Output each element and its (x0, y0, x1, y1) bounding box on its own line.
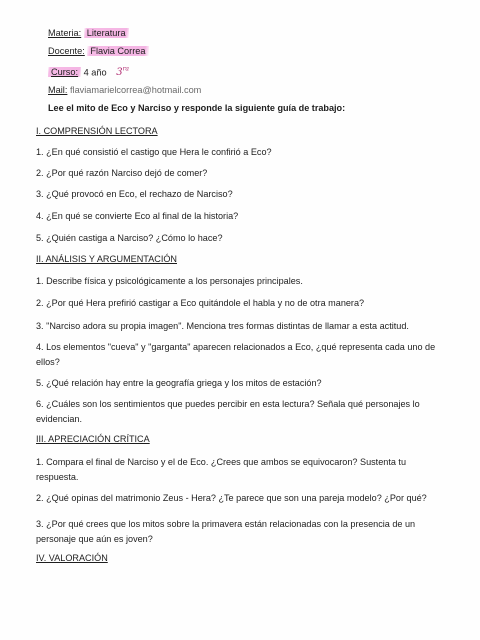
s2-question-1: 1. Describe física y psicológicamente a los personajes principales. (36, 276, 303, 286)
section-2-title: II. ANÁLISIS Y ARGUMENTACIÓN (36, 254, 177, 264)
curso-label: Curso: (48, 67, 81, 77)
curso-handwritten: $3^{ra}$ (116, 66, 130, 79)
s1-question-5: 5. ¿Quién castiga a Narciso? ¿Cómo lo hace? (36, 233, 223, 243)
s1-question-3: 3. ¿Qué provocó en Eco, el rechazo de Narciso? (36, 189, 233, 199)
mail-label: Mail: (48, 85, 68, 95)
mail-value: flaviamarielcorrea@hotmail.com (69, 85, 202, 95)
s2-question-5: 5. ¿Qué relación hay entre la geografía griega y los mitos de estación? (36, 378, 322, 388)
curso-line (48, 64, 129, 79)
s2-question-3: 3. "Narciso adora su propia imagen". Menciona tres formas distintas de llamar a esta actitud. (36, 321, 409, 331)
instructions: Lee el mito de Eco y Narciso y responde la siguiente guía de trabajo: (48, 103, 346, 113)
materia-value: Literatura (84, 28, 129, 38)
s2-question-4: 4. Los elementos "cueva" y "garganta" aparecen relacionados a Eco, ¿qué representa cada uno de ellos? (36, 342, 436, 367)
s1-question-4: 4. ¿En qué se convierte Eco al final de la historia? (36, 211, 239, 221)
curso-value: 4 año (83, 67, 107, 78)
materia-line (48, 27, 129, 39)
s3-question-3: 3. ¿Por qué crees que los mitos sobre la primavera están relacionadas con la presencia de un personaje que aún es joven? (36, 519, 416, 544)
docente-label: Docente: (48, 46, 85, 56)
s1-question-2: 2. ¿Por qué razón Narciso dejó de comer? (36, 168, 208, 178)
s2-question-6: 6. ¿Cuáles son los sentimientos que puedes percibir en esta lectura? Señala qué personajes lo evidencian. (36, 399, 420, 424)
materia-label: Materia: (48, 28, 82, 38)
s1-question-1: 1. ¿En qué consistió el castigo que Hera le confirió a Eco? (36, 147, 272, 157)
s3-question-2: 2. ¿Qué opinas del matrimonio Zeus - Hera? ¿Te parece que son una pareja modelo? ¿Por qué? (36, 493, 427, 503)
s3-question-1: 1. Compara el final de Narciso y el de Eco. ¿Crees que ambos se equivocaron? Sustenta tu respuesta. (36, 457, 407, 482)
section-3-title: III. APRECIACIÓN CRÍTICA (36, 434, 150, 444)
section-1-title: I. COMPRENSIÓN LECTORA (36, 126, 158, 136)
docente-line (48, 45, 149, 57)
docente-value: Flavia Correa (87, 46, 148, 56)
section-4-title: IV. VALORACIÓN (36, 553, 108, 563)
mail-line (48, 84, 201, 96)
s2-question-2: 2. ¿Por qué Hera prefirió castigar a Eco quitándole el habla y no de otra manera? (36, 298, 365, 308)
